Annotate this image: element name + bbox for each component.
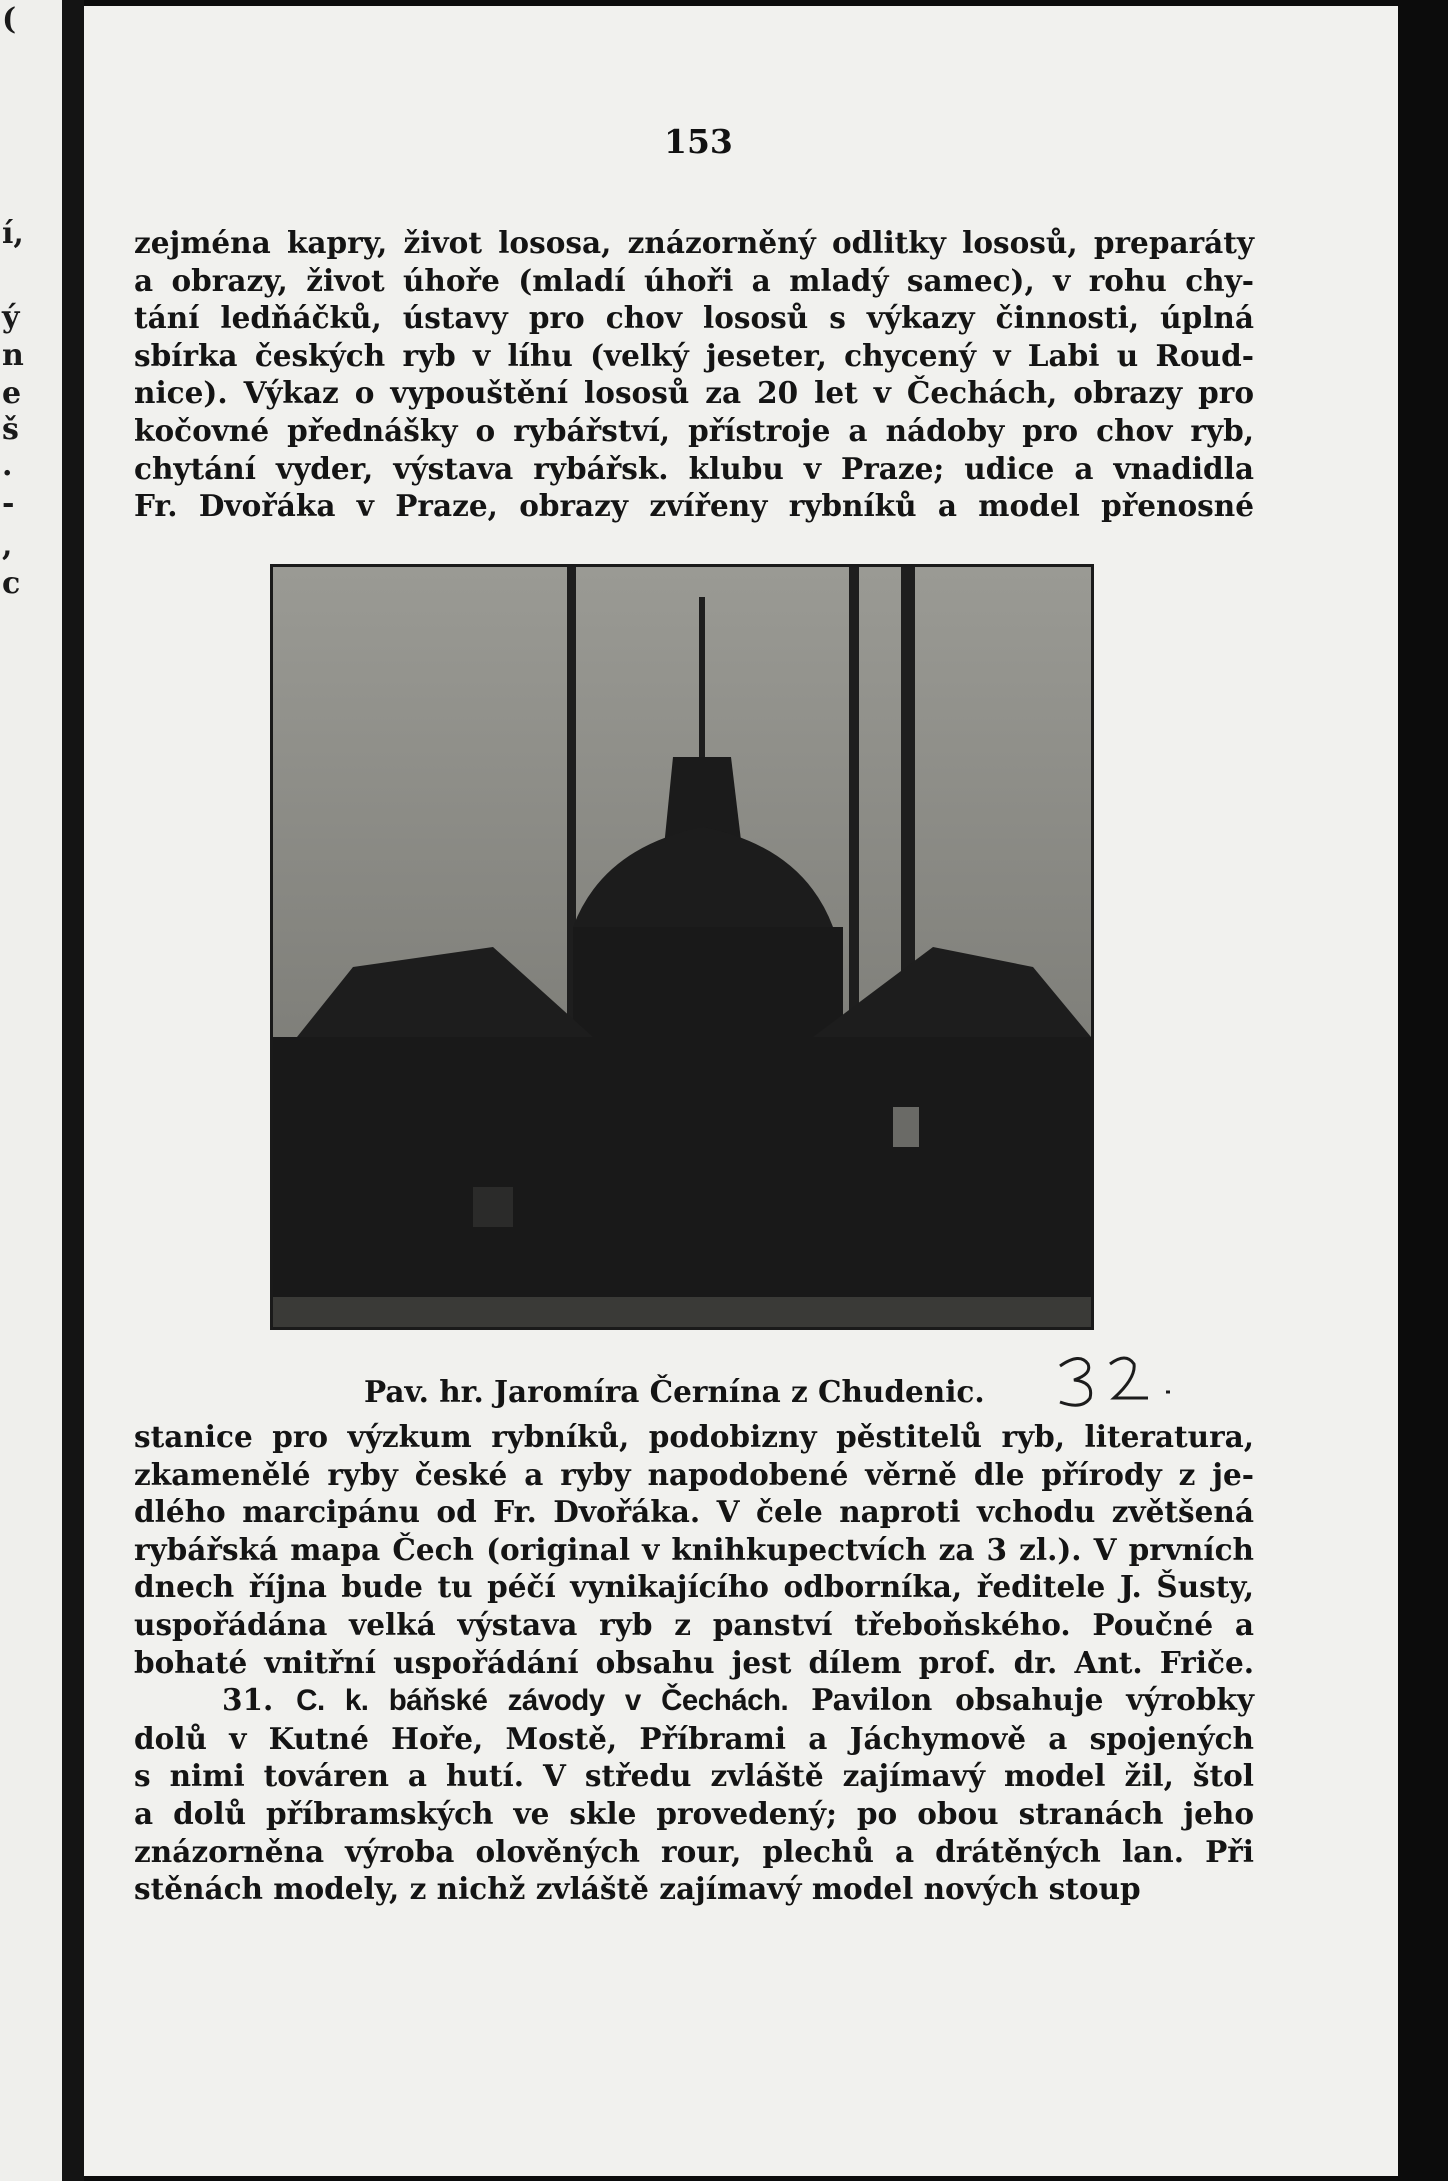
text-line: uspořádána velká výstava ryb z panství třeboňského. Poučné a xyxy=(134,1606,1254,1642)
pavilion-silhouette-image xyxy=(273,567,1091,1327)
adjacent-page-char: - xyxy=(2,486,15,521)
pavilion-photograph xyxy=(270,564,1094,1330)
section-heading: C. k. báňské závody v Čechách. xyxy=(296,1684,789,1718)
text-line: s nimi továren a hutí. V středu zvláště zajímavý model žil, štol xyxy=(134,1758,1254,1794)
text-line: chytání vyder, výstava rybářsk. klubu v Praze; udice a vnadidla xyxy=(134,450,1254,486)
book-gutter xyxy=(62,0,84,2181)
adjacent-page-char: e xyxy=(2,376,22,411)
adjacent-page-char: ý xyxy=(2,300,20,335)
text-line: zkamenělé ryby české a ryby napodobené věrně dle přírody z je- xyxy=(134,1456,1254,1492)
section-31-first-line xyxy=(134,1681,1254,1720)
text-line: stanice pro výzkum rybníků, podobizny pěstitelů ryb, literatura, xyxy=(134,1419,1254,1454)
adjacent-page-char: š xyxy=(2,412,19,447)
text-line: znázorněna výroba olověných rour, plechů a drátěných lan. Při xyxy=(134,1833,1254,1869)
adjacent-page-char: n xyxy=(2,338,24,373)
handwritten-number xyxy=(1052,1348,1182,1418)
text-line: rybářská mapa Čech (original v knihkupectvích za 3 zl.). V prvních xyxy=(134,1531,1254,1567)
text-line: tání ledňáčků, ústavy pro chov lososů s výkazy činnosti, úplná xyxy=(134,300,1254,336)
text-line: zejména kapry, život lososa, znázorněný odlitky lososů, preparáty xyxy=(134,225,1254,260)
text-line: Fr. Dvořáka v Praze, obrazy zvířeny rybníků a model přenosné xyxy=(134,488,1254,524)
adjacent-page-char: ( xyxy=(2,2,17,37)
section-first-line-text: Pavilon obsahuje výrobky xyxy=(811,1682,1254,1718)
text-line: dnech října bude tu péčí vynikajícího odborníka, ředitele J. Šusty, xyxy=(134,1569,1254,1605)
adjacent-page-char: c xyxy=(2,566,21,601)
section-number: 31. xyxy=(222,1682,274,1718)
adjacent-page-edge xyxy=(0,0,62,2181)
text-line: kočovné přednášky o rybářství, přístroje a nádoby pro chov ryb, xyxy=(134,412,1254,448)
text-line: sbírka českých ryb v líhu (velký jeseter, chycený v Labi u Roud- xyxy=(134,337,1254,373)
text-line: nice). Výkaz o vypouštění lososů za 20 let v Čechách, obrazy pro xyxy=(134,375,1254,411)
paragraph-bottom xyxy=(134,1418,1254,1908)
text-line: bohaté vnitřní uspořádání obsahu jest dílem prof. dr. Ant. Friče. xyxy=(134,1644,1254,1680)
book-page xyxy=(84,6,1398,2176)
adjacent-page-char: í, xyxy=(2,216,24,251)
adjacent-page-char: , xyxy=(2,528,13,563)
text-line: dolů v Kutné Hoře, Mostě, Příbrami a Jáchymově a spojených xyxy=(134,1720,1254,1756)
text-line: dlého marcipánu od Fr. Dvořáka. V čele naproti vchodu zvětšená xyxy=(134,1494,1254,1530)
page-number: 153 xyxy=(664,122,733,161)
paragraph-top xyxy=(134,224,1254,525)
adjacent-page-char: . xyxy=(2,448,13,483)
text-line: a obrazy, život úhoře (mladí úhoři a mladý samec), v rohu chy- xyxy=(134,262,1254,298)
photo-caption: Pav. hr. Jaromíra Černína z Chudenic. xyxy=(364,1374,985,1409)
text-line: a dolů příbramských ve skle provedený; po obou stranách jeho xyxy=(134,1795,1254,1831)
text-line: stěnách modely, z nichž zvláště zajímavý model nových stoup xyxy=(134,1871,1141,1907)
